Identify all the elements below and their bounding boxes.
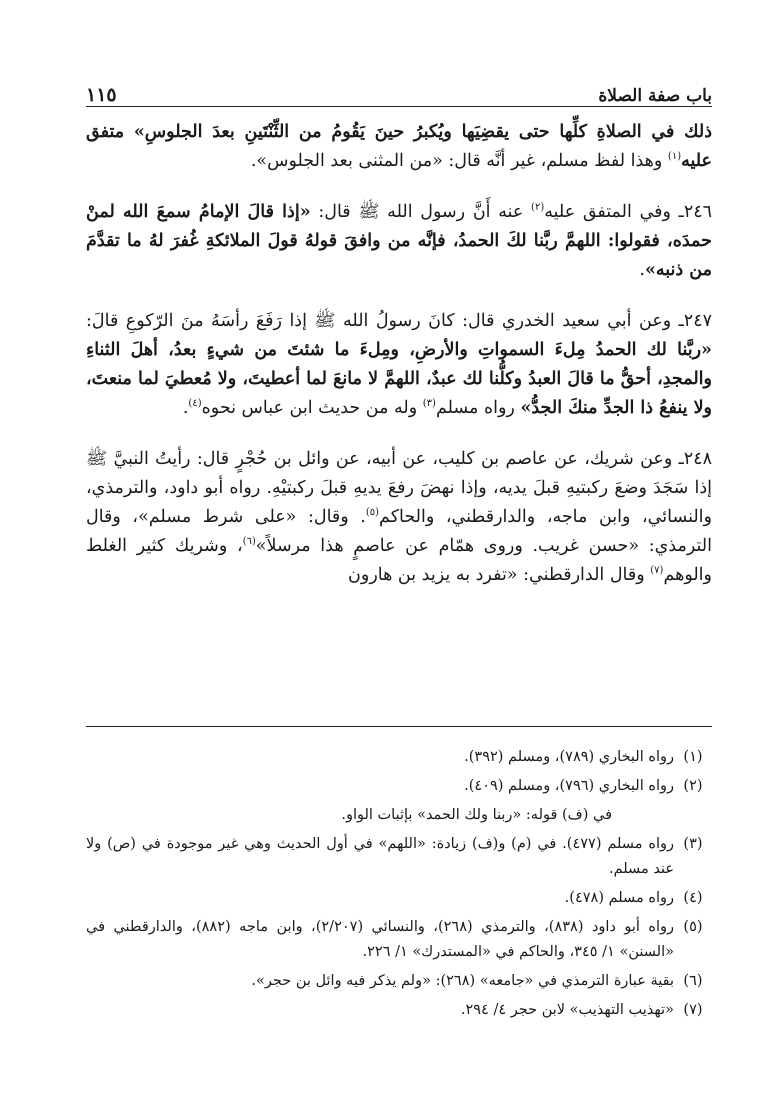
running-title: باب صفة الصلاة [598,86,712,106]
hadith-247: ٢٤٧ـ وعن أبي سعيد الخدري قال: كانَ رسولُ الله ﷺ إذا رَفَعَ رأسَهُ منَ الرّكوعِ قالَ: «ربَّنا لك الحمدُ مِلءَ السمواتِ والأرضِ، ومِلءَ ما شئتَ من شيءٍ بعدُ، أهلَ الثناءِ والمجدِ، أحقُّ ما قالَ العبدُ وكلُّنا لك عبدٌ، اللهمَّ لا مانعَ لما أعطيتَ، ولا مُعطيَ لما منعتَ، ولا ينفعُ ذا الجدِّ منكَ الجدُّ» رواه مسلم$^{(٣)}$ وله من حديث ابن عباس نحوه$^{(٤)}$. [86,311,712,418]
footnote-1: (١) رواه البخاري (٧٨٩)، ومسلم (٣٩٢). [464,749,703,765]
footnote-2-note: في (ف) قوله: «ربنا ولك الحمد» بإثبات الواو. [341,807,612,823]
footnote-6: (٦) بقية عبارة الترمذي في «جامعه» (٢٦٨): «ولم يذكر فيه وائل بن حجر». [251,973,703,989]
footnotes [86,745,712,1027]
page-header [86,70,712,106]
footnote-7: (٧) «تهذيب التهذيب» لابن حجر ٤/ ٢٩٤. [460,1002,703,1018]
footnote-3: (٣) رواه مسلم (٤٧٧). في (م) و(ف) زيادة: «اللهم» في أول الحديث وهي غير موجودة في (ص) ولا عند مسلم. [86,836,703,877]
paragraph-continuation: ذلك في الصلاةِ كلِّها حتى يقضِيَها ويُكبرُ حينَ يَقُومُ من الثِّنْتَينِ بعدَ الجلوسِ» متفق عليه$^{(١)}$ وهذا لفظ مسلم، غير أنَّه قال: «من المثنى بعد الجلوس». [86,122,712,171]
footnote-4: (٤) رواه مسلم (٤٧٨). [564,890,703,906]
main-text [86,118,712,590]
book-page [86,0,712,1110]
footnote-ref[interactable]: (٢) [531,202,545,214]
footnote-ref[interactable]: (٣) [422,398,436,410]
footnote-ref[interactable]: (٥) [365,507,380,519]
footnote-rule [86,726,712,727]
footnote-ref[interactable]: (٤) [188,398,202,410]
footnote-5: (٥) رواه أبو داود (٨٣٨)، والترمذي (٢٦٨)، والنسائي (٢/٢٠٧)، وابن ماجه (٨٨٢)، والدارقطني في «السنن» ١/ ٣٤٥، والحاكم في «المستدرك» ١/ ٢٢٦. [86,919,703,960]
hadith-246: ٢٤٦ـ وفي المتفق عليه$^{(٢)}$ عنه أَنَّ رسول الله ﷺ قال: «إذا قالَ الإمامُ سمعَ الله لمنْ حمدَه، فقولوا: اللهمَّ ربَّنا لكَ الحمدُ، فإنَّه من وافقَ قولهُ قولَ الملائكةِ غُفرَ لهُ ما تقدَّمَ من ذنبه». [86,202,713,280]
footnote-ref[interactable]: (١) [667,151,682,163]
footnote-2: (٢) رواه البخاري (٧٩٦)، ومسلم (٤٠٩). [464,778,703,794]
header-rule [86,106,712,107]
footnote-ref[interactable]: (٧) [650,565,664,577]
hadith-248: ٢٤٨ـ وعن شريك، عن عاصم بن كليب، عن أبيه، عن وائل بن حُجْرٍ قال: رأيتُ النبيَّ ﷺ إذا سَجَدَ وضعَ ركبتيهِ قبلَ يديه، وإذا نهضَ رفعَ يديهِ قبلَ ركبتيْهِ. رواه أبو داود، والترمذي، والنسائي، وابن ماجه، والدارقطني، والحاكم$^{(٥)}$. وقال: «على شرط مسلم»، وقال الترمذي: «حسن غريب. وروى همّام عن عاصمٍ هذا مرسلاً»$^{(٦)}$، وشريك كثير الغلط والوهم$^{(٧)}$ وقال الدارقطني: «تفرد به يزيد بن هارون [86,449,712,585]
footnote-ref[interactable]: (٦) [242,536,256,548]
page-number: ١١٥ [86,84,117,106]
